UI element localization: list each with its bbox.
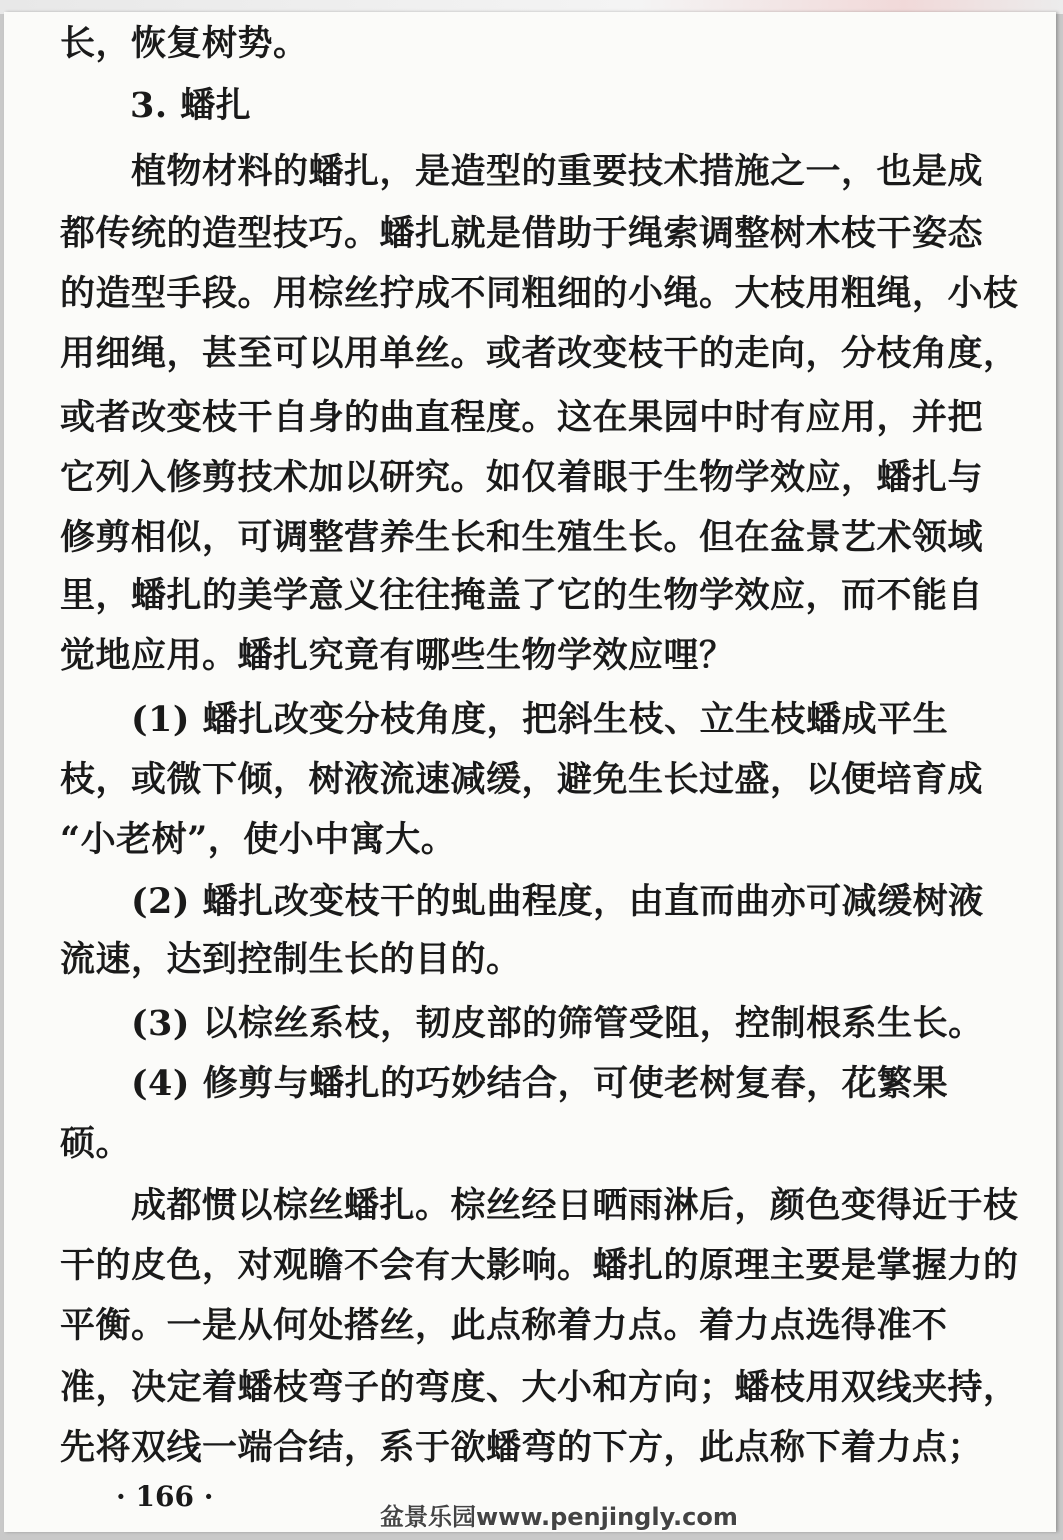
- text-line: 枝，或微下倾，树液流速减缓，避免生长过盛，以便培育成: [60, 759, 984, 800]
- text-line: 修剪相似，可调整营养生长和生殖生长。但在盆景艺术领域: [60, 517, 984, 558]
- text-line: 长，恢复树势。: [60, 23, 309, 64]
- text-line: 都传统的造型技巧。蟠扎就是借助于绳索调整树木枝干姿态: [60, 213, 984, 254]
- text-line: 成都惯以棕丝蟠扎。棕丝经日晒雨淋后，颜色变得近于枝: [60, 1185, 1019, 1226]
- page-number: · 166 ·: [116, 1480, 214, 1513]
- text-line: 觉地应用。蟠扎究竟有哪些生物学效应哩？: [60, 635, 735, 676]
- text-line: 的造型手段。用棕丝拧成不同粗细的小绳。大枝用粗绳，小枝: [60, 273, 1019, 314]
- site-watermark: 盆景乐园www.penjingly.com: [380, 1503, 738, 1531]
- text-line: 或者改变枝干自身的曲直程度。这在果园中时有应用，并把: [60, 397, 984, 438]
- text-line: 流速，达到控制生长的目的。: [60, 939, 522, 980]
- text-line: 干的皮色，对观瞻不会有大影响。蟠扎的原理主要是掌握力的: [60, 1245, 1019, 1286]
- text-line: (3) 以棕丝系枝，韧皮部的筛管受阻，控制根系生长。: [60, 1003, 984, 1044]
- text-line: 植物材料的蟠扎，是造型的重要技术措施之一，也是成: [60, 151, 984, 192]
- text-line: “小老树”，使小中寓大。: [60, 819, 457, 860]
- text-line: (2) 蟠扎改变枝干的虬曲程度，由直而曲亦可减缓树液: [60, 881, 984, 922]
- section-heading: 3. 蟠扎: [130, 85, 252, 126]
- text-line: 它列入修剪技术加以研究。如仅着眼于生物学效应，蟠扎与: [60, 457, 984, 498]
- text-line: 硕。: [60, 1123, 132, 1164]
- text-line: 先将双线一端合结，系于欲蟠弯的下方，此点称下着力点；: [60, 1427, 984, 1468]
- text-line: 准，决定着蟠枝弯子的弯度、大小和方向；蟠枝用双线夹持，: [60, 1367, 1019, 1408]
- text-line: (4) 修剪与蟠扎的巧妙结合，可使老树复春，花繁果: [60, 1063, 949, 1104]
- text-line: 平衡。一是从何处搭丝，此点称着力点。着力点选得准不: [60, 1305, 948, 1346]
- text-line: (1) 蟠扎改变分枝角度，把斜生枝、立生枝蟠成平生: [60, 699, 949, 740]
- text-line: 里，蟠扎的美学意义往往掩盖了它的生物学效应，而不能自: [60, 575, 984, 616]
- text-line: 用细绳，甚至可以用单丝。或者改变枝干的走向，分枝角度，: [60, 333, 1019, 374]
- book-page: [4, 12, 1056, 1532]
